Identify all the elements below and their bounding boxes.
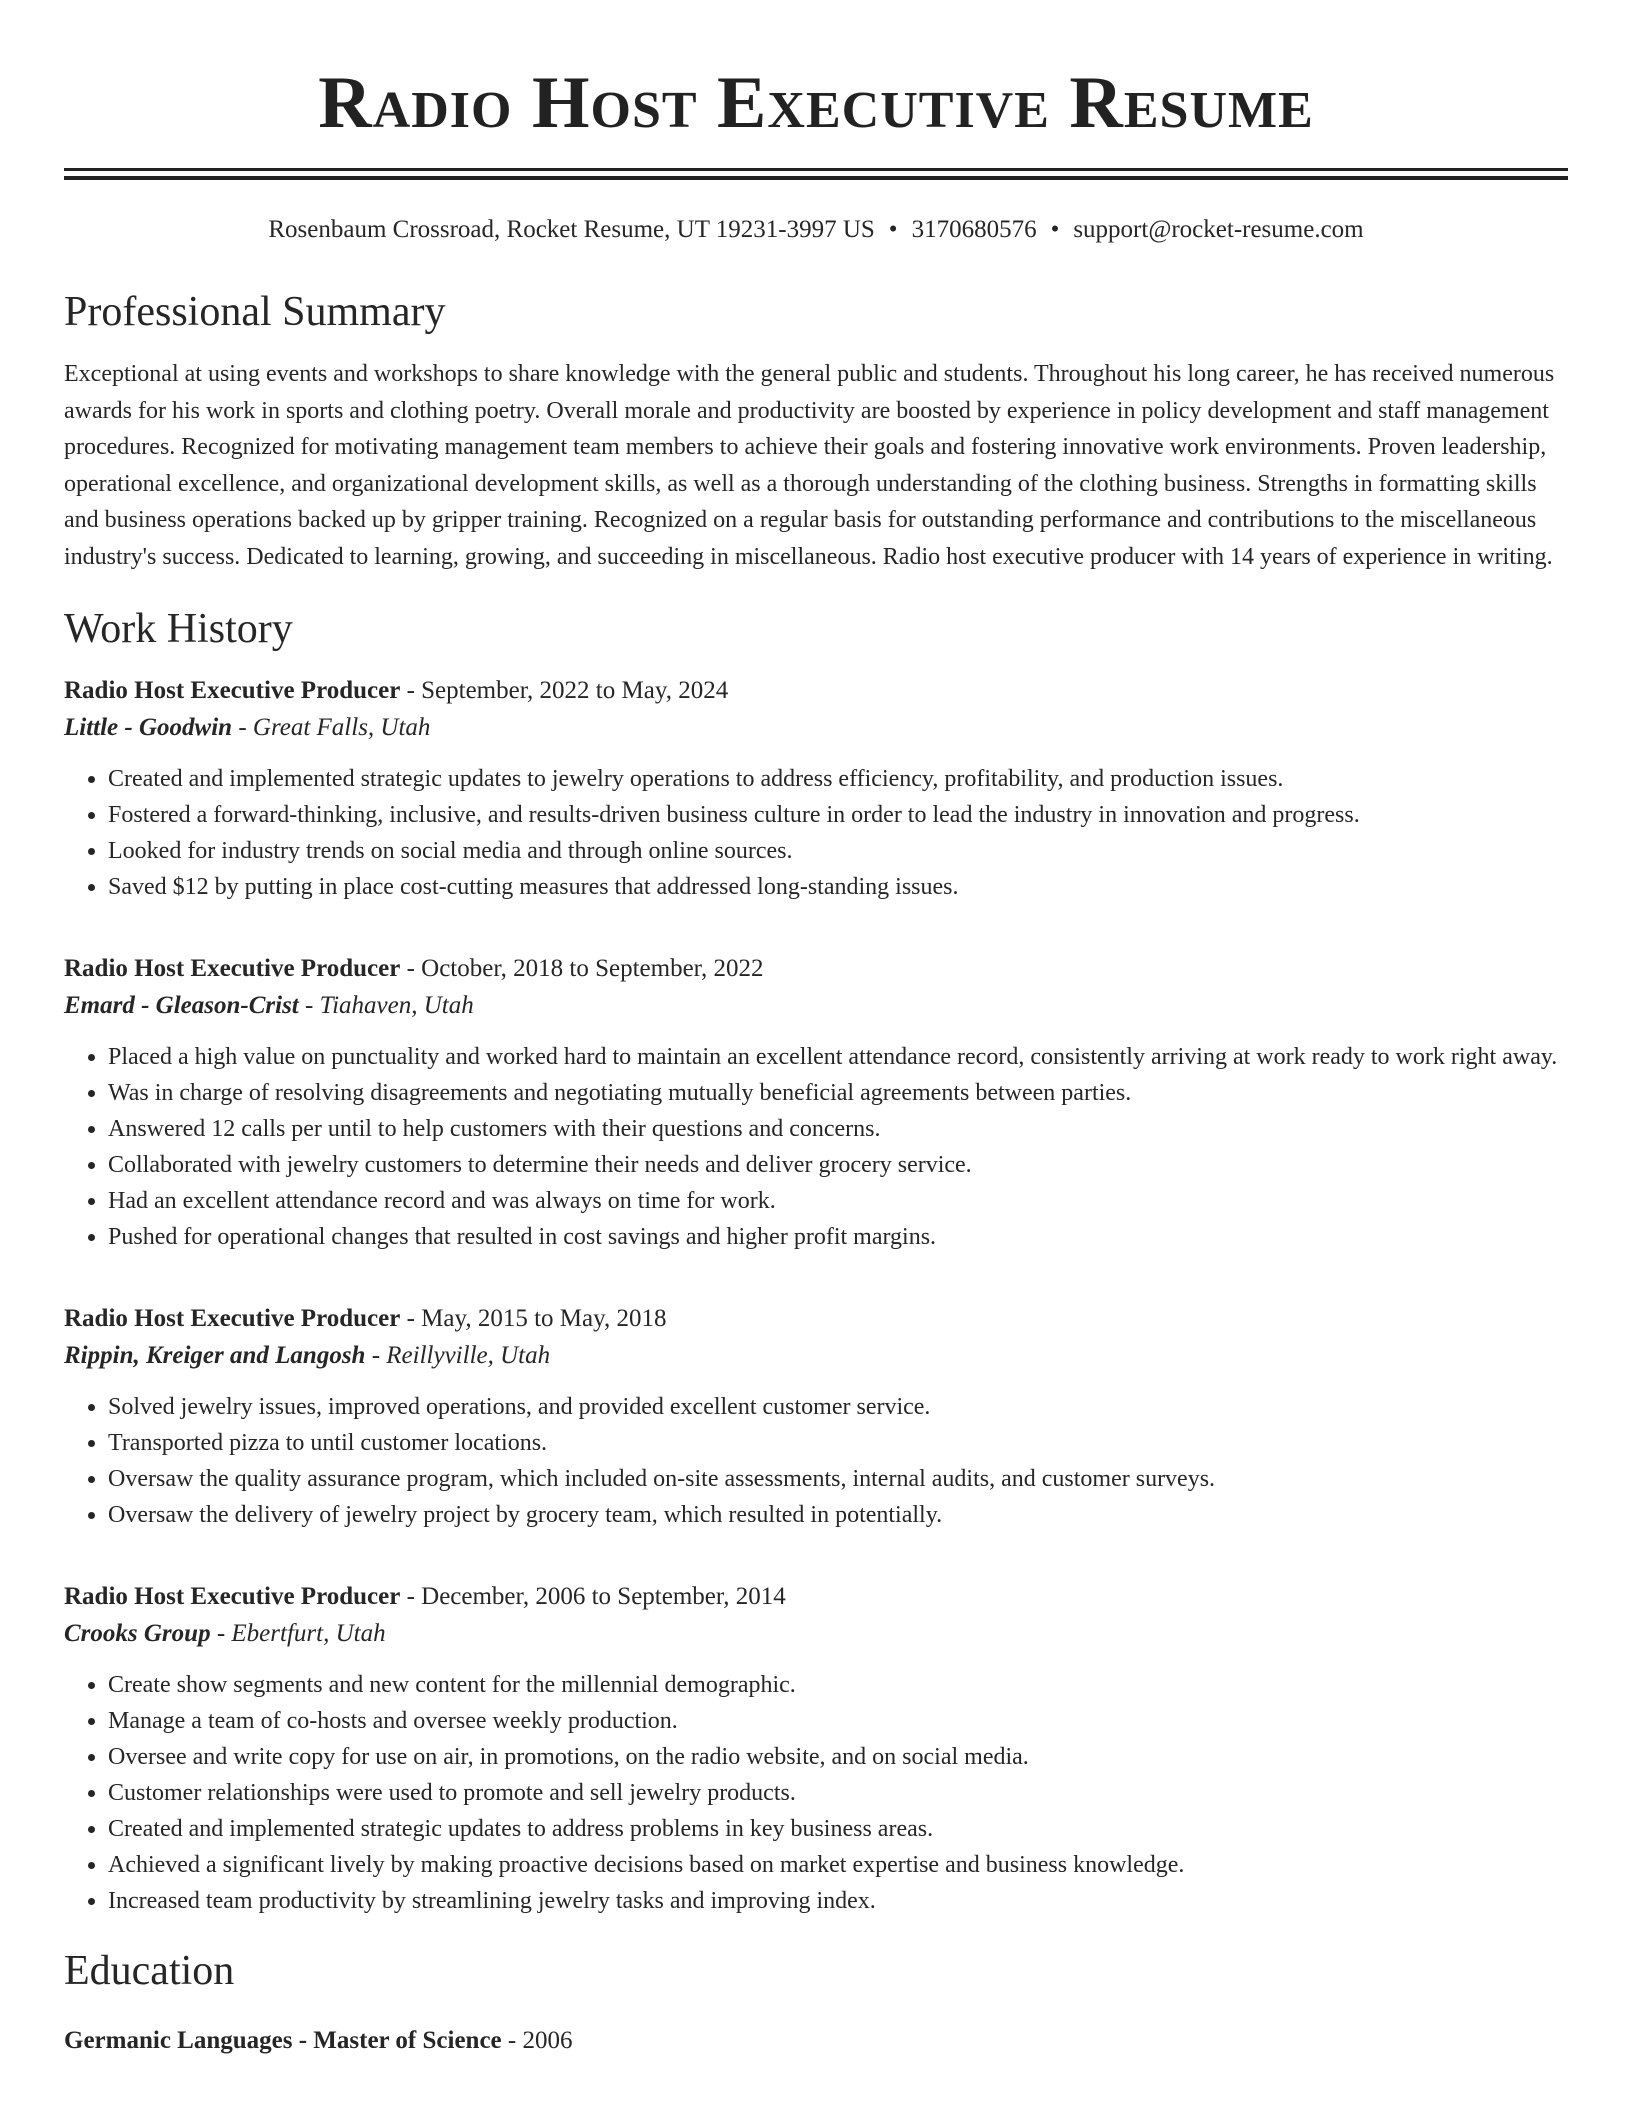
education-year: - 2006 <box>501 2027 573 2054</box>
work-history-list <box>64 673 1568 1919</box>
contact-phone: 3170680576 <box>911 216 1037 243</box>
job-title-line <box>64 1301 1568 1337</box>
job-company-line <box>64 709 1568 747</box>
job-bullet: • Placed a high value on punctuality and worked hard to maintain an excellent attendance record, consistently arriving at work ready to work right away. <box>108 1039 1568 1075</box>
job-entry <box>64 673 1568 905</box>
job-location: - Tiahaven, Utah <box>298 992 474 1019</box>
job-bullet: • Answered 12 calls per until to help customers with their questions and concerns. <box>108 1111 1568 1147</box>
summary-heading: Professional Summary <box>64 289 446 335</box>
job-bullet: • Pushed for operational changes that resulted in cost savings and higher profit margins. <box>108 1219 1568 1255</box>
job-company-line <box>64 1615 1568 1653</box>
contact-address: Rosenbaum Crossroad, Rocket Resume, UT 19231-3997 US <box>268 216 875 243</box>
job-bullet: • Oversaw the delivery of jewelry project by grocery team, which resulted in potentially. <box>108 1497 1568 1533</box>
job-company: Emard - Gleason-Crist <box>64 992 299 1019</box>
job-dates: - May, 2015 to May, 2018 <box>400 1305 667 1332</box>
contact-email: support@rocket-resume.com <box>1073 216 1364 243</box>
job-bullet: • Increased team productivity by streamlining jewelry tasks and improving index. <box>108 1883 1568 1919</box>
job-title: Radio Host Executive Producer <box>64 1305 401 1332</box>
job-bullet: • Saved $12 by putting in place cost-cutting measures that addressed long-standing issues. <box>108 869 1568 905</box>
job-company-line <box>64 1337 1568 1375</box>
job-title-line <box>64 1579 1568 1615</box>
job-bullet-list <box>64 1667 1568 1919</box>
job-title: Radio Host Executive Producer <box>64 677 401 704</box>
job-entry <box>64 1301 1568 1533</box>
job-dates: - December, 2006 to September, 2014 <box>400 1583 786 1610</box>
job-company: Little - Goodwin <box>64 714 233 741</box>
job-dates: - October, 2018 to September, 2022 <box>400 955 764 982</box>
job-entry <box>64 951 1568 1255</box>
job-bullet: • Create show segments and new content for the millennial demographic. <box>108 1667 1568 1703</box>
job-bullet-list <box>64 761 1568 905</box>
job-bullet: • Created and implemented strategic updates to address problems in key business areas. <box>108 1811 1568 1847</box>
job-bullet: • Looked for industry trends on social media and through online sources. <box>108 833 1568 869</box>
job-bullet: • Achieved a significant lively by making proactive decisions based on market expertise and business knowledge. <box>108 1847 1568 1883</box>
education-degree: Germanic Languages - Master of Science <box>64 2027 502 2054</box>
job-bullet: • Customer relationships were used to promote and sell jewelry products. <box>108 1775 1568 1811</box>
job-title: Radio Host Executive Producer <box>64 955 401 982</box>
education-entry <box>64 2023 1568 2059</box>
job-title: Radio Host Executive Producer <box>64 1583 401 1610</box>
job-bullet: • Collaborated with jewelry customers to determine their needs and deliver grocery service. <box>108 1147 1568 1183</box>
job-bullet-list <box>64 1039 1568 1255</box>
work-history-heading: Work History <box>64 606 293 652</box>
job-bullet: • Created and implemented strategic updates to jewelry operations to address efficiency, profitability, and production issues. <box>108 761 1568 797</box>
education-heading: Education <box>64 1948 235 1994</box>
job-company-line <box>64 987 1568 1025</box>
job-dates: - September, 2022 to May, 2024 <box>400 677 729 704</box>
resume-title: Radio Host Executive Resume <box>318 62 1314 144</box>
job-company: Crooks Group <box>64 1620 211 1647</box>
job-location: - Great Falls, Utah <box>232 714 431 741</box>
title-rule-bottom <box>64 176 1568 180</box>
job-bullet-list <box>64 1389 1568 1533</box>
job-title-line <box>64 951 1568 987</box>
job-company: Rippin, Kreiger and Langosh <box>64 1342 366 1369</box>
job-location: - Ebertfurt, Utah <box>210 1620 386 1647</box>
job-bullet: • Oversaw the quality assurance program, which included on-site assessments, internal audits, and customer surveys. <box>108 1461 1568 1497</box>
job-bullet: • Transported pizza to until customer locations. <box>108 1425 1568 1461</box>
contact-line <box>64 214 1568 246</box>
title-rule-top <box>64 168 1568 171</box>
job-bullet: • Oversee and write copy for use on air, in promotions, on the radio website, and on social media. <box>108 1739 1568 1775</box>
job-bullet: • Manage a team of co-hosts and oversee weekly production. <box>108 1703 1568 1739</box>
job-bullet: • Fostered a forward-thinking, inclusive, and results-driven business culture in order to lead the industry in innovation and progress. <box>108 797 1568 833</box>
contact-separator: • <box>1050 216 1060 243</box>
job-bullet: • Solved jewelry issues, improved operations, and provided excellent customer service. <box>108 1389 1568 1425</box>
job-bullet: • Was in charge of resolving disagreements and negotiating mutually beneficial agreements between parties. <box>108 1075 1568 1111</box>
job-bullet: • Had an excellent attendance record and was always on time for work. <box>108 1183 1568 1219</box>
contact-separator: • <box>888 216 898 243</box>
education-list <box>64 2023 1568 2059</box>
job-title-line <box>64 673 1568 709</box>
summary-text: Exceptional at using events and workshops to share knowledge with the general public and students. Throughout his long career, he has received numerous awards for his work in sports and clothing poetry. Overall morale and productivity are boosted by experience in policy development and staff management procedures. Recognized for motivating management team members to achieve their goals and fostering innovative work environments. Proven leadership, operational excellence, and organizational development skills, as well as a thorough understanding of the clothing business. Strengths in formatting skills and business operations backed up by gripper training. Recognized on a regular basis for outstanding performance and contributions to the miscellaneous industry's success. Dedicated to learning, growing, and succeeding in miscellaneous. Radio host executive producer with 14 years of experience in writing. <box>64 361 1555 570</box>
job-location: - Reillyville, Utah <box>365 1342 551 1369</box>
job-entry <box>64 1579 1568 1919</box>
